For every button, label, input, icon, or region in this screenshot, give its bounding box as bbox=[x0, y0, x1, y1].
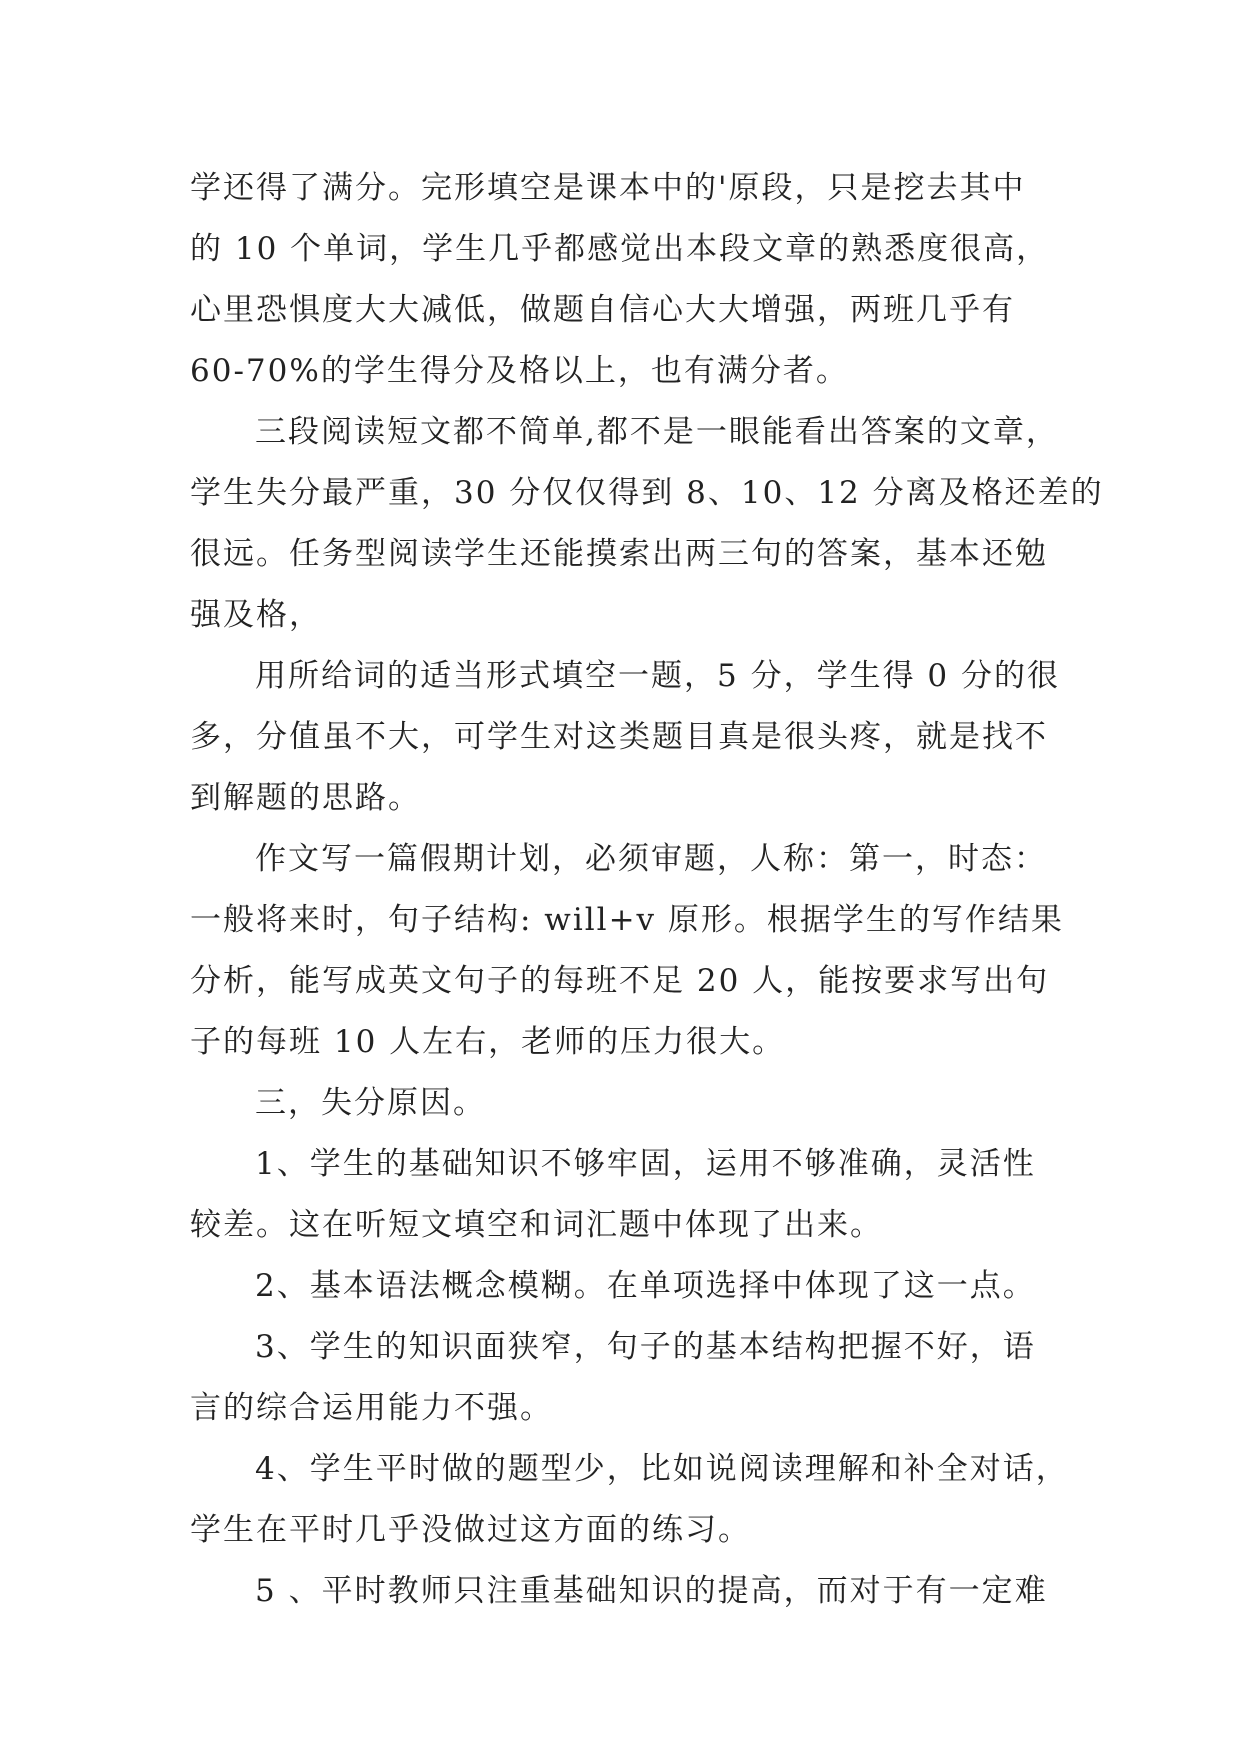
text-line: 三，失分原因。 bbox=[255, 1085, 486, 1121]
text-line: 到解题的思路。 bbox=[190, 780, 421, 816]
text-line: 心里恐惧度大大减低，做题自信心大大增强，两班几乎有 bbox=[190, 292, 1015, 328]
text-line: 一般将来时，句子结构: will+v 原形。根据学生的写作结果 bbox=[190, 902, 1064, 938]
text-line: 三段阅读短文都不简单,都不是一眼能看出答案的文章， bbox=[255, 414, 1059, 450]
text-line: 较差。这在听短文填空和词汇题中体现了出来。 bbox=[190, 1207, 883, 1243]
text-line: 多，分值虽不大，可学生对这类题目真是很头疼，就是找不 bbox=[190, 719, 1048, 755]
text-line: 5 、平时教师只注重基础知识的提高，而对于有一定难 bbox=[255, 1573, 1048, 1609]
text-line: 4、学生平时做的题型少，比如说阅读理解和补全对话， bbox=[255, 1451, 1069, 1487]
text-line: 分析，能写成英文句子的每班不足 20 人，能按要求写出句 bbox=[190, 963, 1050, 999]
text-line: 强及格， bbox=[190, 597, 322, 633]
document-body bbox=[190, 158, 1104, 1622]
text-line: 学生失分最严重，30 分仅仅得到 8、10、12 分离及格还差的 bbox=[190, 475, 1104, 511]
text-line: 用所给词的适当形式填空一题，5 分，学生得 0 分的很 bbox=[255, 658, 1061, 694]
text-line: 3、学生的知识面狭窄，句子的基本结构把握不好，语 bbox=[255, 1329, 1036, 1365]
text-line: 很远。任务型阅读学生还能摸索出两三句的答案，基本还勉 bbox=[190, 536, 1048, 572]
text-line: 学还得了满分。完形填空是课本中的'原段，只是挖去其中 bbox=[190, 170, 1026, 206]
text-line: 1、学生的基础知识不够牢固，运用不够准确，灵活性 bbox=[255, 1146, 1036, 1182]
text-line: 言的综合运用能力不强。 bbox=[190, 1390, 553, 1426]
text-line: 的 10 个单词，学生几乎都感觉出本段文章的熟悉度很高， bbox=[190, 231, 1050, 267]
text-line: 学生在平时几乎没做过这方面的练习。 bbox=[190, 1512, 751, 1548]
text-line: 2、基本语法概念模糊。在单项选择中体现了这一点。 bbox=[255, 1268, 1036, 1304]
text-line: 60-70%的学生得分及格以上，也有满分者。 bbox=[190, 353, 849, 389]
text-line: 作文写一篇假期计划，必须审题，人称：第一，时态： bbox=[255, 841, 1047, 877]
text-line: 子的每班 10 人左右，老师的压力很大。 bbox=[190, 1024, 786, 1060]
